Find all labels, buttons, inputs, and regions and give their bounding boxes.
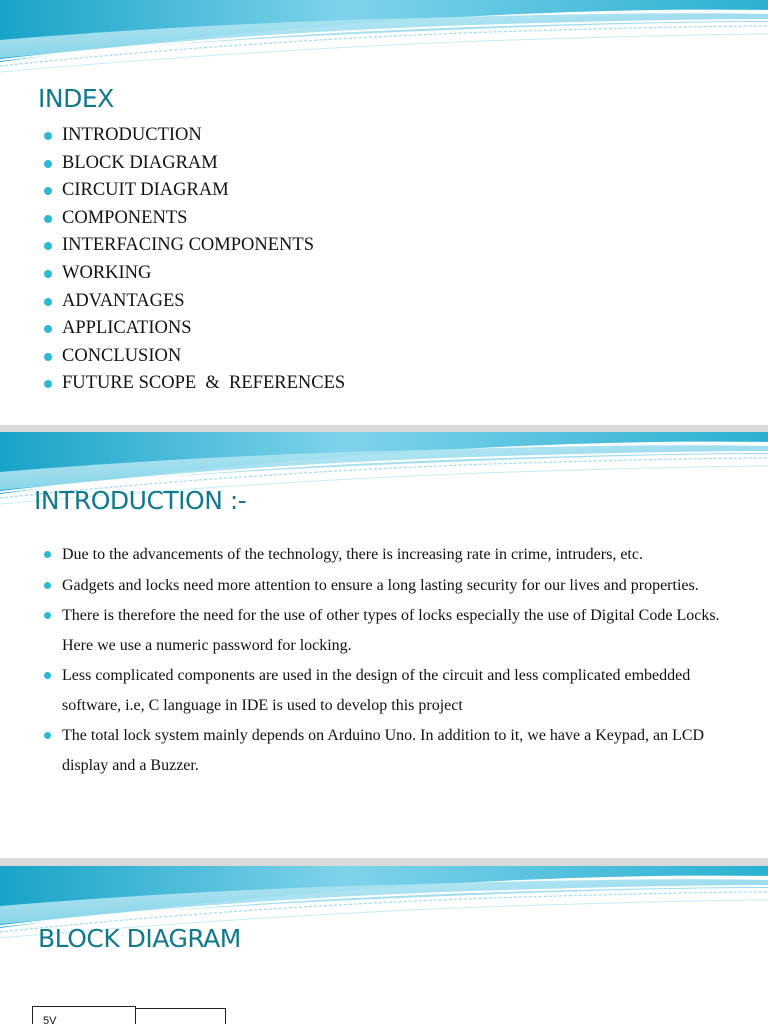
- introduction-point: The total lock system mainly depends on Arduino Uno. In addition to it, we have a Keypad, an LCD display and a Buzzer.: [42, 721, 732, 780]
- index-item: COMPONENTS: [42, 205, 345, 233]
- bullet-icon: [44, 672, 51, 679]
- bullet-icon: [44, 270, 52, 278]
- bullet-icon: [44, 582, 51, 589]
- introduction-point: Due to the advancements of the technology, there is increasing rate in crime, intruders, etc.: [42, 540, 732, 570]
- index-item: FUTURE SCOPE & REFERENCES: [42, 370, 345, 398]
- bullet-icon: [44, 242, 52, 250]
- introduction-point: Gadgets and locks need more attention to ensure a long lasting security for our lives and properties.: [42, 571, 732, 601]
- bullet-icon: [44, 215, 52, 223]
- index-item: BLOCK DIAGRAM: [42, 150, 345, 178]
- bullet-icon: [44, 612, 51, 619]
- bullet-icon: [44, 132, 52, 140]
- bullet-icon: [44, 732, 51, 739]
- bullet-icon: [44, 160, 52, 168]
- bullet-icon: [44, 187, 52, 195]
- index-item: CIRCUIT DIAGRAM: [42, 177, 345, 205]
- bullet-icon: [44, 380, 52, 388]
- block-diagram-title: BLOCK DIAGRAM: [38, 924, 241, 953]
- diagram-block: [135, 1008, 226, 1024]
- bullet-icon: [44, 325, 52, 333]
- introduction-point: There is therefore the need for the use of other types of locks especially the use of Digital Code Locks. Here we use a numeric password for locking.: [42, 601, 732, 660]
- introduction-list: [42, 540, 732, 781]
- index-title: INDEX: [38, 84, 114, 113]
- index-list: [42, 122, 345, 398]
- slide-introduction: [0, 432, 768, 858]
- index-item: ADVANTAGES: [42, 288, 345, 316]
- slide-block-diagram: [0, 866, 768, 1024]
- introduction-title: INTRODUCTION :-: [34, 486, 247, 515]
- index-item: APPLICATIONS: [42, 315, 345, 343]
- bullet-icon: [44, 353, 52, 361]
- bullet-icon: [44, 298, 52, 306]
- index-item: CONCLUSION: [42, 343, 345, 371]
- index-item: INTERFACING COMPONENTS: [42, 232, 345, 260]
- power-supply-block: 5V: [32, 1006, 136, 1024]
- index-item: INTRODUCTION: [42, 122, 345, 150]
- slide-header-banner: [0, 0, 768, 80]
- introduction-point: Less complicated components are used in the design of the circuit and less complicated embedded software, i.e, C language in IDE is used to develop this project: [42, 661, 732, 720]
- index-item: WORKING: [42, 260, 345, 288]
- bullet-icon: [44, 551, 51, 558]
- slide-index: [0, 0, 768, 425]
